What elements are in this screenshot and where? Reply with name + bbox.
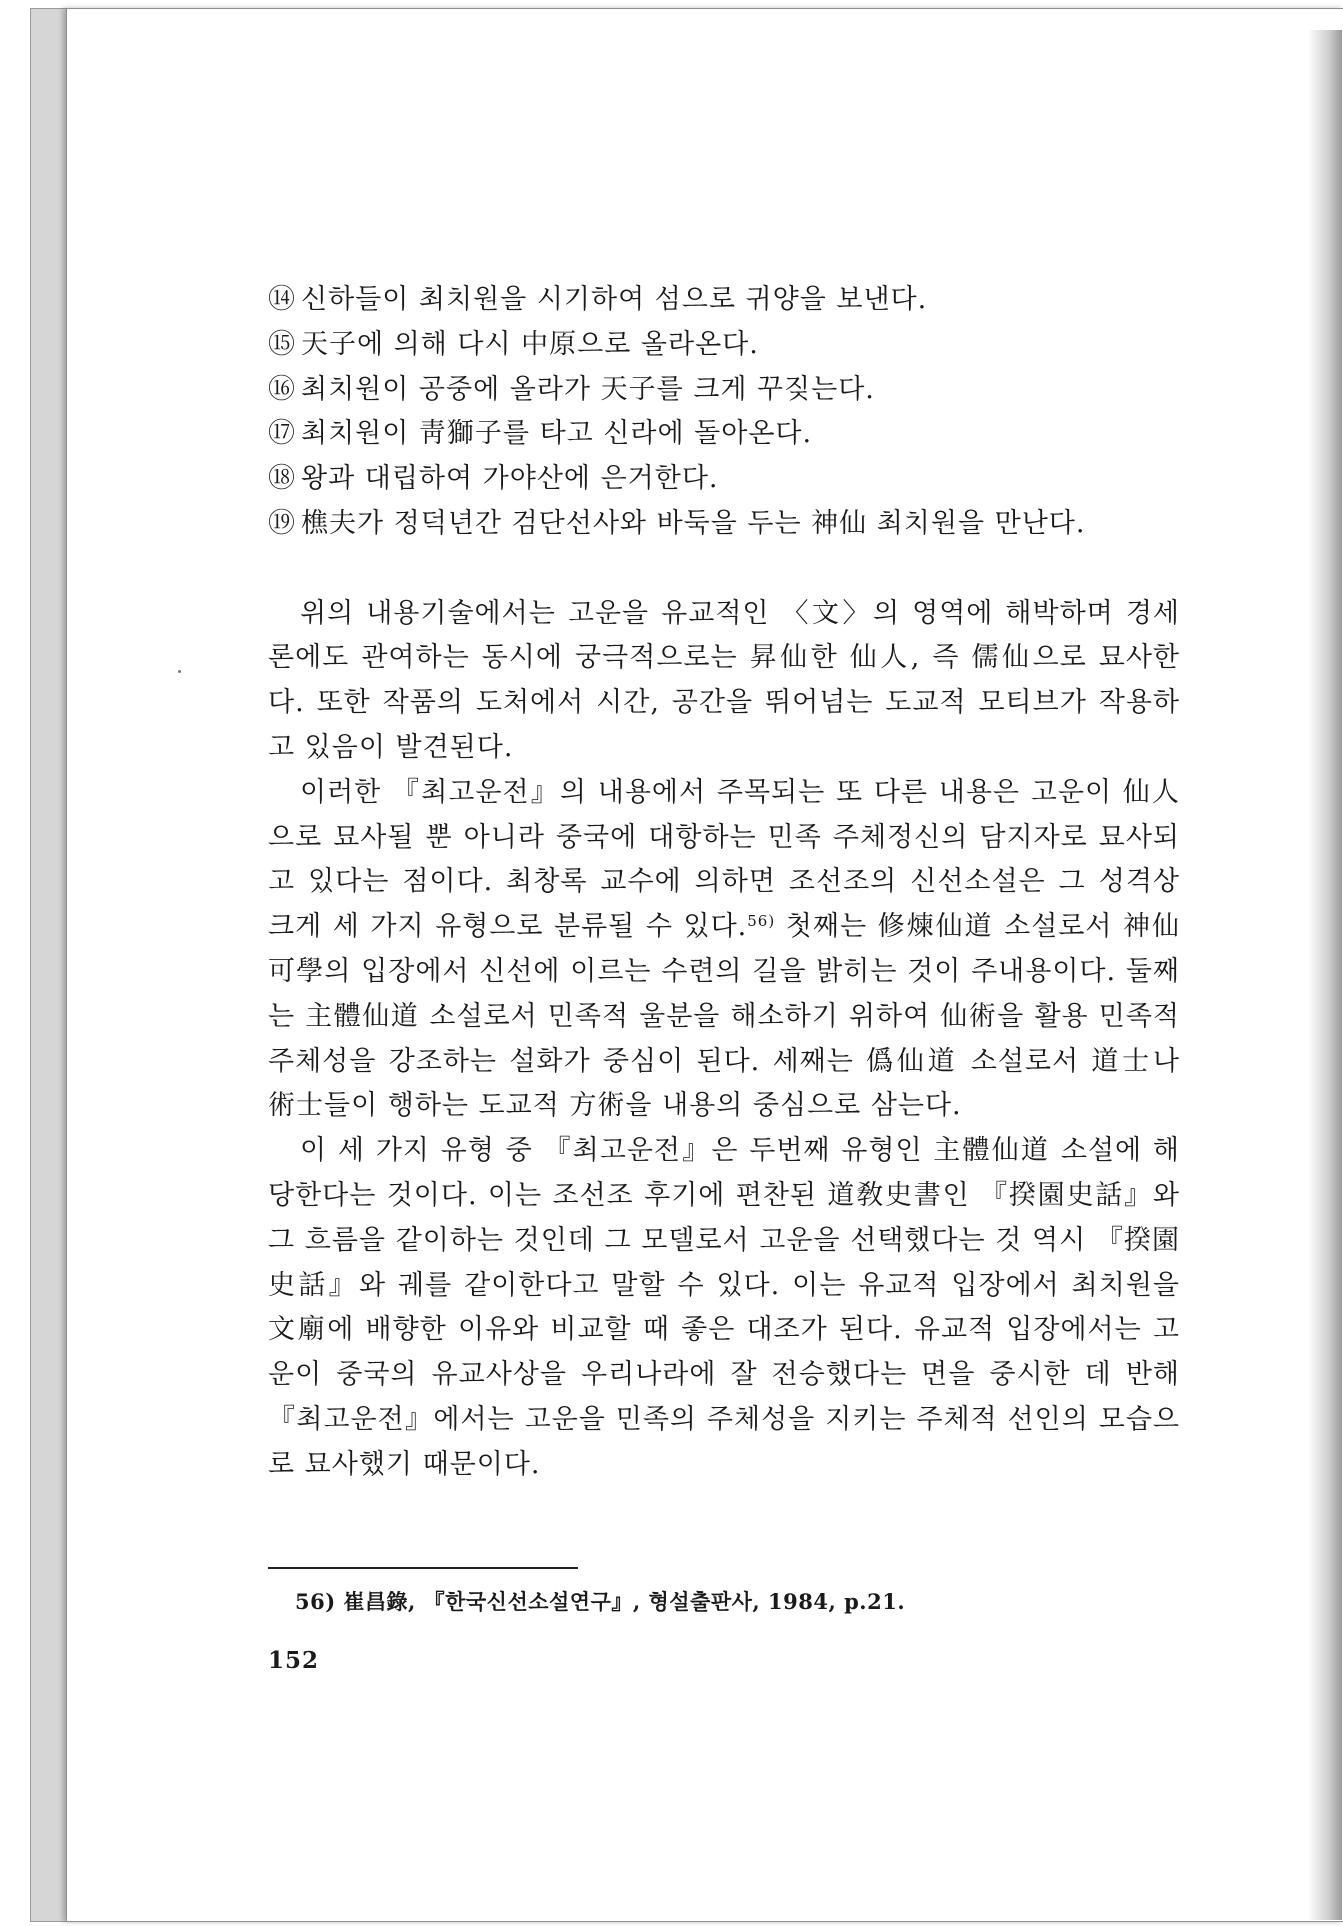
scan-speck xyxy=(178,670,181,673)
list-text: 최치원이 공중에 올라가 天子를 크게 꾸짖는다. xyxy=(301,373,875,405)
footnote-divider xyxy=(268,1567,578,1569)
list-number: ⑲ xyxy=(268,507,296,539)
list-text: 樵夫가 정덕년간 검단선사와 바둑을 두는 神仙 최치원을 만난다. xyxy=(301,507,1086,539)
footnote-ref: 56) xyxy=(747,912,776,931)
footnote: 56) 崔昌錄, 『한국신선소설연구』, 형설출판사, 1984, p.21. xyxy=(295,1589,906,1614)
paragraph-text: 첫째는 修煉仙道 소설로서 神仙可學의 입장에서 신선에 이르는 수련의 길을 밝히는 것이 주내용이다. 둘째는 主體仙道 소설로서 민족적 울분을 해소하기 위하여 仙術을 활용 민족적 주체성을 강조하는 설화가 중심이 된다. 세째는 僞仙道 소설로서 道士나 術士들이 행하는 도교적 方術을 내용의 중심으로 삼는다. xyxy=(268,911,1181,1122)
list-number: ⑮ xyxy=(268,328,296,360)
list-item xyxy=(268,502,1180,547)
plot-summary-list xyxy=(268,278,1180,547)
list-text: 최치원이 靑獅子를 타고 신라에 돌아온다. xyxy=(301,418,813,450)
list-item xyxy=(268,368,1180,413)
body-paragraph xyxy=(268,771,1180,1129)
list-text: 天子에 의해 다시 中原으로 올라온다. xyxy=(301,328,759,360)
list-item xyxy=(268,323,1180,368)
list-item xyxy=(268,278,1180,323)
list-number: ⑯ xyxy=(268,373,296,405)
body-paragraph: 이 세 가지 유형 중 『최고운전』은 두번째 유형인 主體仙道 소설에 해당한다는 것이다. 이는 조선조 후기에 편찬된 道敎史書인 『揆園史話』와 그 흐름을 같이하는 것인데 그 모델로서 고운을 선택했다는 것 역시 『揆園史話』와 궤를 같이한다고 말할 수 있다. 이는 유교적 입장에서 최치원을 文廟에 배향한 이유와 비교할 때 좋은 대조가 된다. 유교적 입장에서는 고운이 중국의 유교사상을 우리나라에 잘 전승했다는 면을 중시한 데 반해 『최고운전』에서는 고운을 민족의 주체성을 지키는 주체적 선인의 모습으로 묘사했기 때문이다. xyxy=(268,1135,1180,1480)
list-item xyxy=(268,412,1180,457)
page-number: 152 xyxy=(268,1647,320,1674)
list-text: 신하들이 최치원을 시기하여 섬으로 귀양을 보낸다. xyxy=(301,284,928,315)
body-paragraph: 위의 내용기술에서는 고운을 유교적인 〈文〉의 영역에 해박하며 경세론에도 관여하는 동시에 궁극적으로는 昇仙한 仙人, 즉 儒仙으로 묘사한다. 또한 작품의 도처에서 시간, 공간을 뛰어넘는 도교적 모티브가 작용하고 있음이 발견된다. xyxy=(268,597,1180,763)
page-body xyxy=(268,278,1180,1488)
page-edge-shadow xyxy=(1308,30,1342,1920)
paragraph-text: 이러한 『최고운전』의 내용에서 주목되는 또 다른 내용은 고운이 仙人으로 묘사될 뿐 아니라 중국에 대항하는 민족 주체정신의 담지자로 묘사되고 있다는 점이다. 최창록 교수에 의하면 조선조의 신선소설은 그 성격상 크게 세 가지 유형으로 분류될 수 있다. xyxy=(268,776,1180,943)
list-number: ⑰ xyxy=(268,418,296,450)
list-number: ⑱ xyxy=(268,463,296,495)
list-text: 왕과 대립하여 가야산에 은거한다. xyxy=(301,463,719,495)
list-number: ⑭ xyxy=(268,284,296,315)
list-item xyxy=(268,457,1180,502)
